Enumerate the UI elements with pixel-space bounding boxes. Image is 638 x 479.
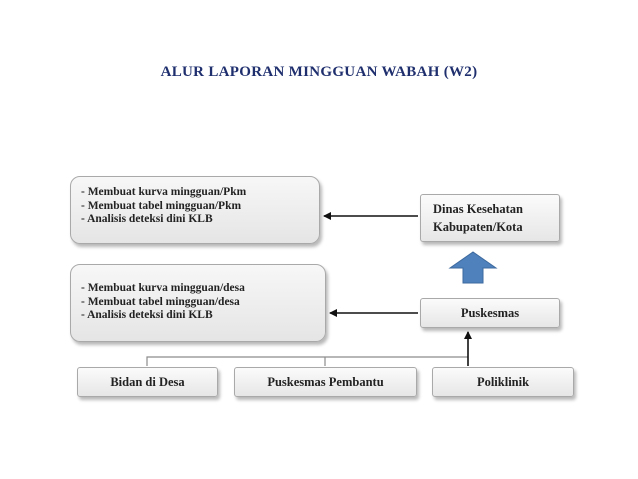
- note-line: - Analisis deteksi dini KLB: [81, 309, 213, 321]
- note-line: - Membuat kurva mingguan/desa: [81, 282, 245, 294]
- node-dinas-line-1: Dinas Kesehatan: [433, 202, 523, 216]
- node-puskesmas-label: Puskesmas: [460, 306, 520, 320]
- node-bidan-label: Bidan di Desa: [110, 375, 185, 389]
- node-poliklinik-label: Poliklinik: [476, 375, 530, 389]
- note-line: - Membuat tabel mingguan/desa: [81, 295, 240, 308]
- note-line: - Membuat tabel mingguan/Pkm: [81, 199, 242, 212]
- node-pembantu-label: Puskesmas Pembantu: [267, 375, 384, 389]
- diagram-title: ALUR LAPORAN MINGGUAN WABAH (W2): [160, 64, 478, 80]
- bottom-row-bracket: [147, 357, 468, 366]
- note-line: - Membuat kurva mingguan/Pkm: [81, 186, 247, 198]
- node-dinas-line-2: Kabupaten/Kota: [433, 220, 523, 234]
- note-line: - Analisis deteksi dini KLB: [81, 213, 213, 225]
- up-arrow-icon: [450, 252, 496, 283]
